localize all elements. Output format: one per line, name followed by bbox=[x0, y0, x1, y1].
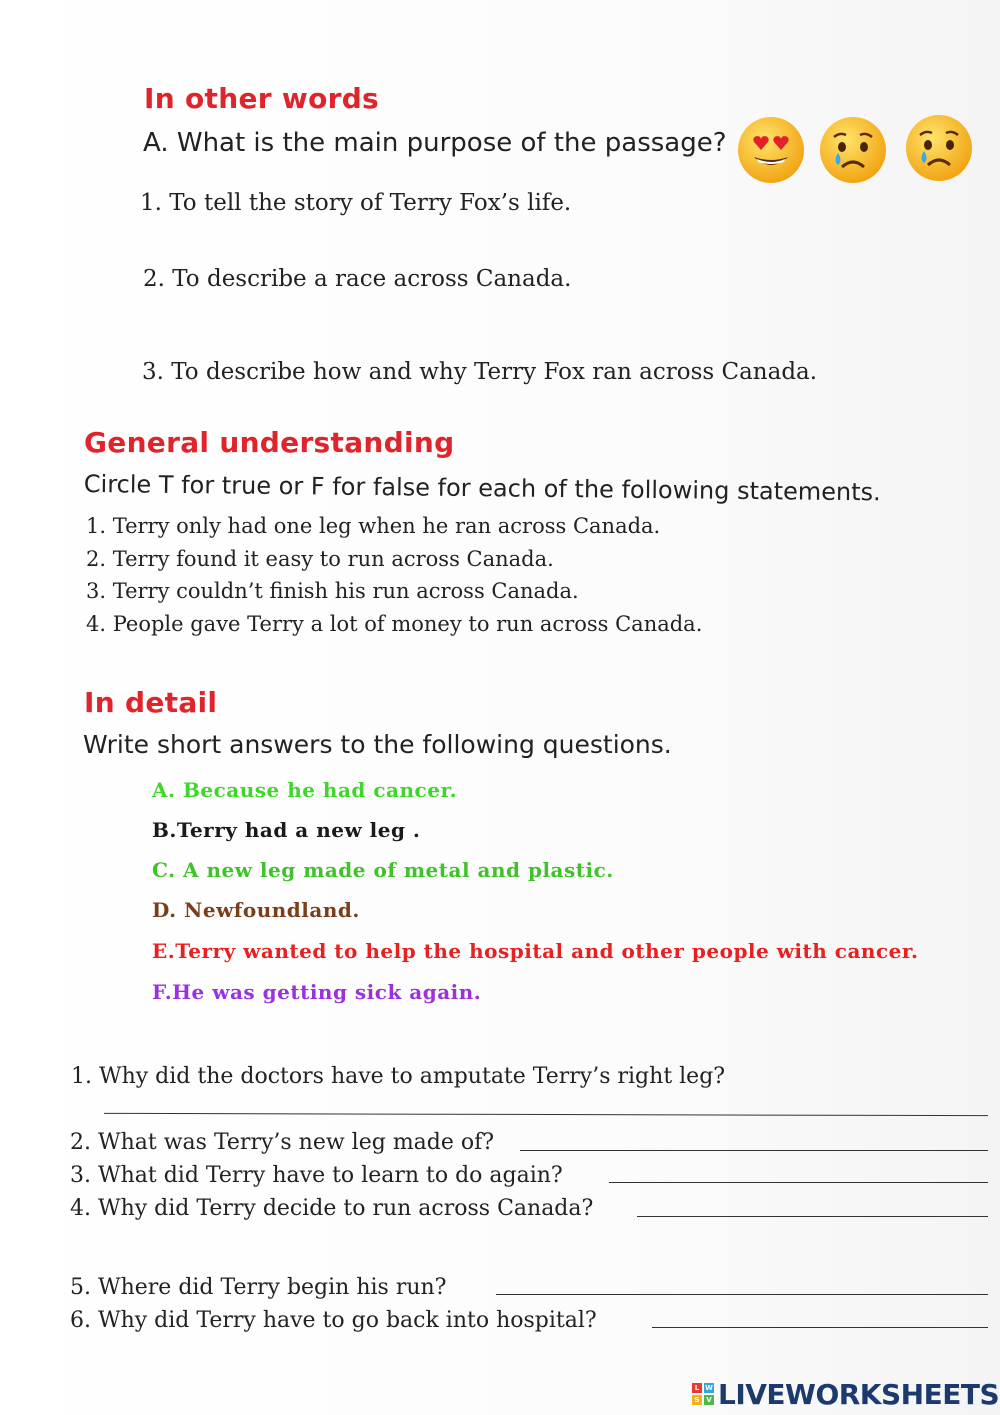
answer-line-5[interactable] bbox=[496, 1294, 988, 1295]
section-heading-general-understanding: General understanding bbox=[84, 426, 455, 459]
answer-line-4[interactable] bbox=[637, 1216, 988, 1217]
question-1: 1. Why did the doctors have to amputate Terry’s right leg? bbox=[71, 1064, 726, 1089]
crying-emoji-icon[interactable] bbox=[904, 113, 974, 183]
answer-e[interactable]: E.Terry wanted to help the hospital and other people with cancer. bbox=[152, 939, 919, 963]
statement-3: 3. Terry couldn’t finish his run across Canada. bbox=[86, 579, 579, 603]
purpose-option-2: 2. To describe a race across Canada. bbox=[143, 266, 572, 292]
answer-d[interactable]: D. Newfoundland. bbox=[152, 898, 360, 922]
statement-4: 4. People gave Terry a lot of money to run across Canada. bbox=[86, 612, 703, 636]
answer-line-3[interactable] bbox=[609, 1182, 988, 1183]
question-4: 4. Why did Terry decide to run across Canada? bbox=[70, 1196, 594, 1221]
section-heading-in-other-words: In other words bbox=[144, 82, 380, 115]
short-answer-instruction: Write short answers to the following questions. bbox=[83, 730, 672, 759]
question-2: 2. What was Terry’s new leg made of? bbox=[70, 1130, 495, 1155]
answer-f[interactable]: F.He was getting sick again. bbox=[152, 980, 482, 1004]
answer-line-2[interactable] bbox=[520, 1150, 988, 1151]
purpose-option-3: 3. To describe how and why Terry Fox ran across Canada. bbox=[142, 359, 818, 385]
answer-line-1[interactable] bbox=[104, 1113, 988, 1116]
liveworksheets-logo[interactable] bbox=[692, 1376, 999, 1412]
answer-a[interactable]: A. Because he had cancer. bbox=[152, 778, 458, 802]
liveworksheets-logo-text: LIVEWORKSHEETS bbox=[718, 1377, 1000, 1411]
question-3: 3. What did Terry have to learn to do again? bbox=[70, 1163, 563, 1188]
answer-b[interactable]: B.Terry had a new leg . bbox=[152, 818, 421, 842]
purpose-question: A. What is the main purpose of the passage? bbox=[143, 128, 727, 158]
heart-eyes-emoji-icon[interactable] bbox=[736, 115, 806, 185]
statement-2: 2. Terry found it easy to run across Canada. bbox=[86, 547, 554, 571]
true-false-instruction: Circle T for true or F for false for each of the following statements. bbox=[83, 470, 881, 507]
answer-line-6[interactable] bbox=[652, 1327, 988, 1328]
liveworksheets-logo-icon: L W S V bbox=[692, 1383, 714, 1405]
question-5: 5. Where did Terry begin his run? bbox=[70, 1275, 447, 1300]
section-heading-in-detail: In detail bbox=[84, 686, 218, 719]
statement-1: 1. Terry only had one leg when he ran across Canada. bbox=[86, 514, 661, 538]
crying-emoji-icon[interactable] bbox=[818, 115, 888, 185]
question-6: 6. Why did Terry have to go back into hospital? bbox=[70, 1308, 597, 1333]
answer-c[interactable]: C. A new leg made of metal and plastic. bbox=[152, 858, 614, 882]
purpose-option-1: 1. To tell the story of Terry Fox’s life. bbox=[140, 190, 572, 216]
